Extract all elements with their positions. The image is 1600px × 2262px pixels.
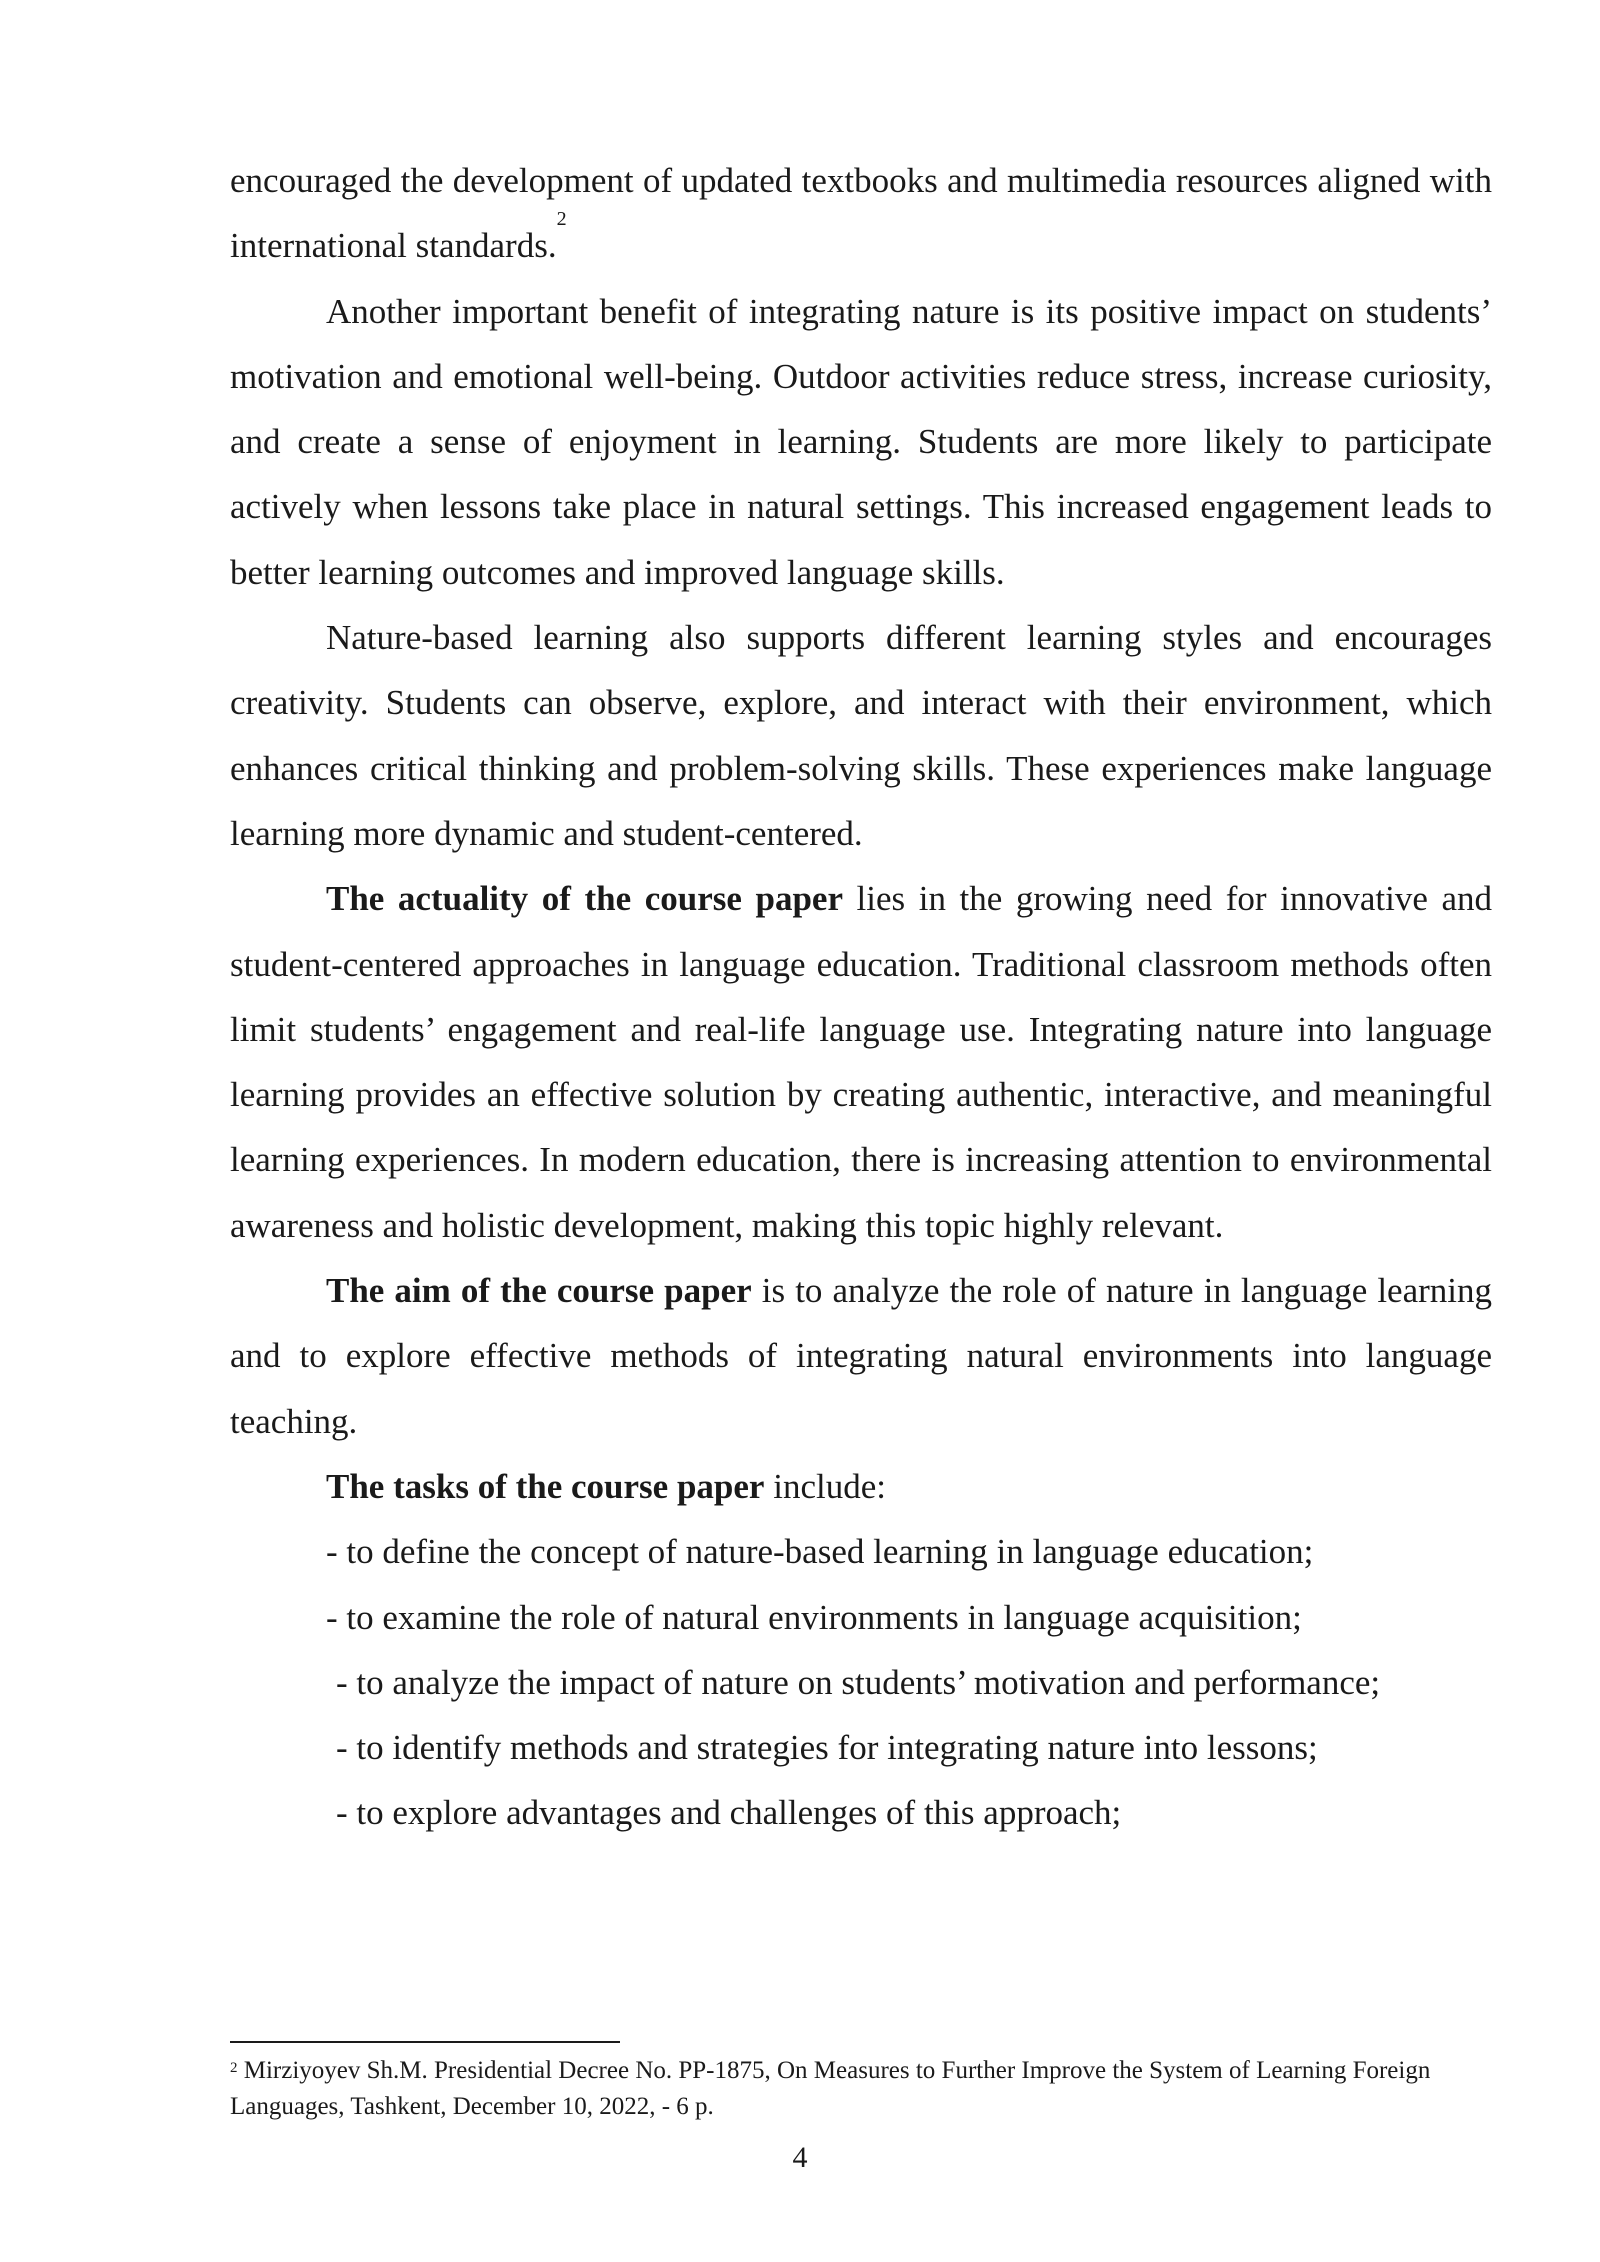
paragraph-learning-styles: Nature-based learning also supports different learning styles and encourages creativity. Students can observe, explore, and interact with their environment, which enhances critical thinking and problem-solving skills. These experiences make language learning more dynamic and student-centered. <box>230 618 1492 853</box>
paragraph-motivation: Another important benefit of integrating nature is its positive impact on students’ motivation and emotional well-being. Outdoor activities reduce stress, increase curiosity, and create a sense of enjoyment in learning. Students are more likely to participate actively when lessons take place in natural settings. This increased engagement leads to better learning outcomes and improved language skills. <box>230 291 1492 592</box>
footnote-number: 2 <box>230 2060 238 2076</box>
actuality-text: lies in the growing need for innovative and student-centered approaches in language education. Traditional classroom methods often limit students’ engagement and real-life language use. Integrating nature into language learning provides an effective solution by creating authentic, interactive, and meaningful learning experiences. In modern education, there is increasing attention to environmental awareness and holistic development, making this topic highly relevant. <box>230 879 1492 1245</box>
paragraph-text: encouraged the development of updated textbooks and multimedia resources aligned with international standards. <box>230 161 1492 266</box>
footnote-reference[interactable]: 2 <box>556 208 567 231</box>
task-item: - to identify methods and strategies for integrating nature into lessons; <box>336 1728 1318 1768</box>
aim-text: is to analyze the role of nature in language learning and to explore effective methods of integrating natural environments into language teaching. <box>230 1271 1492 1441</box>
footnote-separator <box>230 2041 620 2043</box>
tasks-heading: The tasks of the course paper <box>326 1466 765 1506</box>
aim-heading: The aim of the course paper <box>326 1271 752 1311</box>
task-item: - to examine the role of natural environments in language acquisition; <box>326 1597 1302 1637</box>
task-item: - to explore advantages and challenges of this approach; <box>336 1793 1122 1833</box>
task-item: - to define the concept of nature-based learning in language education; <box>326 1532 1314 1572</box>
footnote-text: Mirziyoyev Sh.M. Presidential Decree No. PP-1875, On Measures to Further Improve the System of Learning Foreign Languages, Tashkent, December 10, 2022, - 6 p. <box>230 2057 1431 2120</box>
footnote <box>230 2053 1492 2125</box>
body-text <box>230 148 1492 1846</box>
task-item: - to analyze the impact of nature on students’ motivation and performance; <box>336 1662 1381 1702</box>
paragraph-aim <box>230 1258 1492 1454</box>
page-number: 4 <box>792 2141 808 2174</box>
paragraph-tasks <box>230 1454 1492 1519</box>
paragraph-continuation <box>230 148 1492 279</box>
actuality-heading: The actuality of the course paper <box>326 879 843 919</box>
tasks-intro-text: include: <box>764 1466 886 1506</box>
paragraph-actuality <box>230 866 1492 1258</box>
